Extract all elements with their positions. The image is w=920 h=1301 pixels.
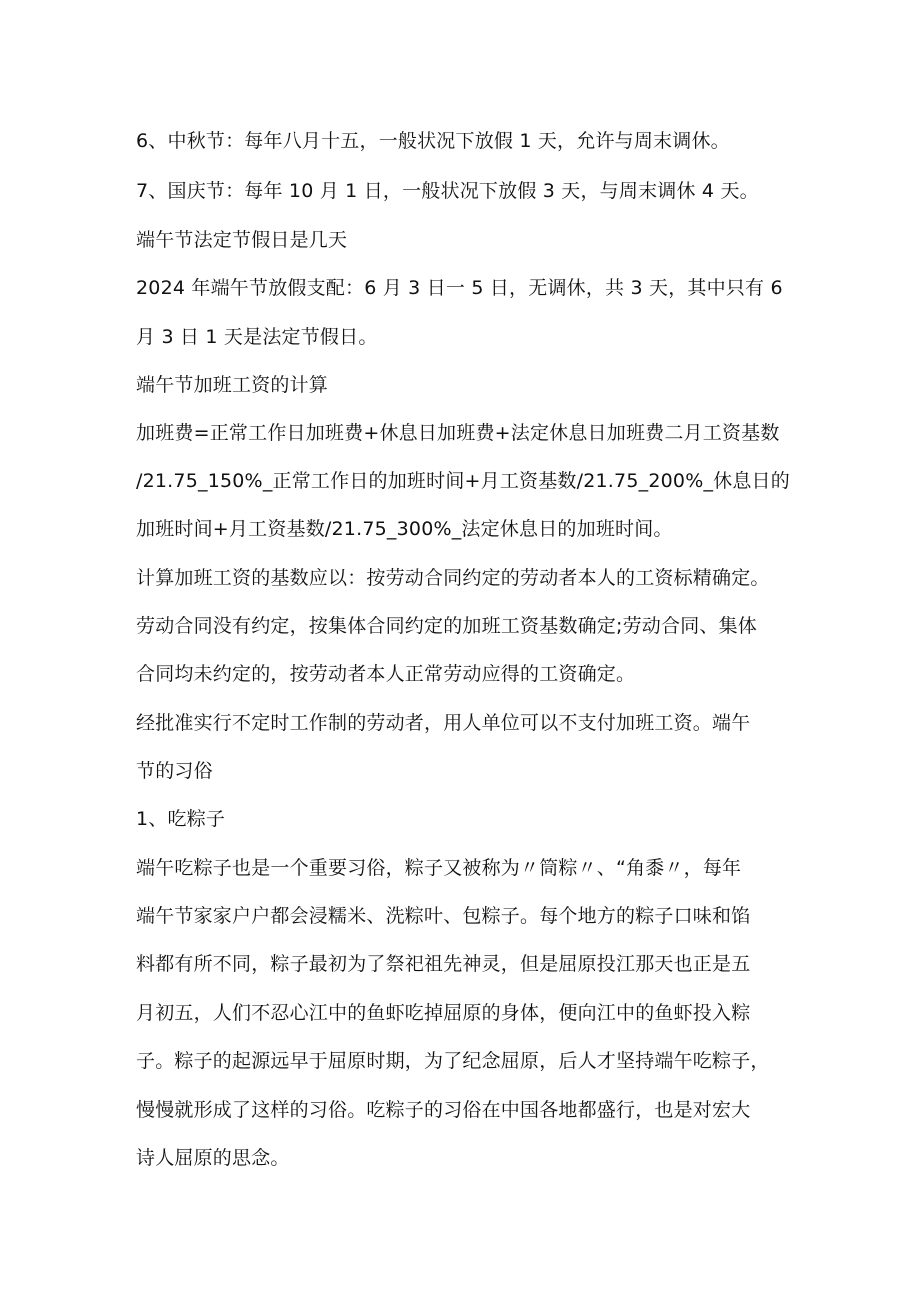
section-heading: 端午节加班工资的计算 (136, 374, 329, 396)
text-line: 端午吃粽子也是一个重要习俗，粽子又被称为〃筒粽〃、“角黍〃，每年 (136, 857, 742, 879)
text-line: 加班时间+月工资基数/21.75_300%_法定休息日的加班时间。 (136, 518, 673, 540)
text-line: 子。粽子的起源远早于屈原时期，为了纪念屈原，后人才坚持端午吃粽子， (136, 1050, 770, 1072)
text-line: 加班费=正常工作日加班费+休息日加班费+法定休息日加班费二月工资基数 (136, 422, 780, 444)
text-line: 2024 年端午节放假支配：6 月 3 日一 5 日，无调休，共 3 天，其中只有 6 (136, 277, 783, 299)
text-line: 合同均未约定的，按劳动者本人正常劳动应得的工资确定。 (136, 663, 636, 685)
section-heading: 端午节法定节假日是几天 (136, 229, 348, 251)
text-line: 劳动合同没有约定，按集体合同约定的加班工资基数确定;劳动合同、集体 (136, 615, 758, 637)
subsection-heading: 1、吃粽子 (136, 808, 226, 830)
text-line: 料都有所不同，粽子最初为了祭祀祖先神灵，但是屈原投江那天也正是五 (136, 953, 751, 975)
text-line: 计算加班工资的基数应以：按劳动合同约定的劳动者本人的工资标精确定。 (136, 567, 770, 589)
text-line: 月 3 日 1 天是法定节假日。 (136, 326, 378, 348)
text-line: 7、国庆节：每年 10 月 1 日，一般状况下放假 3 天，与周末调休 4 天。 (136, 180, 759, 202)
text-line: 诗人屈原的思念。 (136, 1147, 290, 1169)
text-line: 6、中秋节：每年八月十五，一般状况下放假 1 天，允许与周末调休。 (136, 130, 730, 152)
section-heading: 节的习俗 (136, 760, 213, 782)
text-line: /21.75_150%_正常工作日的加班时间+月工资基数/21.75_200%_休息日的 (136, 470, 790, 492)
text-line: 端午节家家户户都会浸糯米、洗粽叶、包粽子。每个地方的粽子口味和馅 (136, 905, 751, 927)
text-line: 慢慢就形成了这样的习俗。吃粽子的习俗在中国各地都盛行，也是对宏大 (136, 1099, 751, 1121)
text-line: 月初五，人们不忍心江中的鱼虾吃掉屈原的身体，便向江中的鱼虾投入粽 (136, 1002, 751, 1024)
text-line: 经批准实行不定时工作制的劳动者，用人单位可以不支付加班工资。端午 (136, 712, 751, 734)
